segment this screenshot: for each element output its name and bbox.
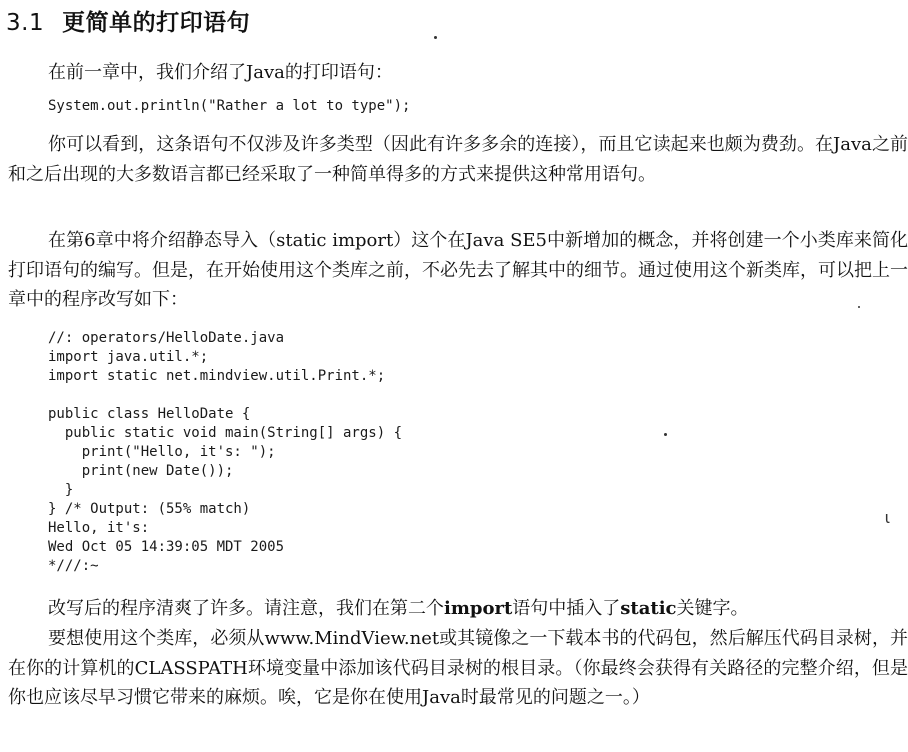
inline-code-sample: System.out.println("Rather a lot to type");: [48, 98, 411, 114]
verbosity-paragraph: 你可以看到，这条语句不仅涉及许多类型（因此有许多多余的连接），而且它读起来也颇为费劲。在Java之前和之后出现的大多数语言都已经采取了一种简单得多的方式来提供这种常用语句。: [8, 134, 908, 185]
section-number: 3.1: [6, 10, 45, 36]
margin-mark: ι: [884, 508, 890, 527]
static-keyword: static: [620, 598, 677, 619]
section-title: 更简单的打印语句: [62, 10, 251, 36]
note-paragraph: 改写后的程序清爽了许多。请注意，我们在第二个import语句中插入了static关键字。: [48, 598, 749, 619]
scan-speck: [664, 433, 667, 436]
static-import-paragraph: 在第6章中将介绍静态导入（static import）这个在Java SE5中新增加的概念，并将创建一个小类库来简化打印语句的编写。但是，在开始使用这个类库之前，不必先去了解其中的细节。通过使用这个新类库，可以把上一章中的程序改写如下：: [8, 230, 908, 310]
code-listing: //: operators/HelloDate.java import java.util.*; import static net.mindview.util.Print.*; public class HelloDate { public static void main(String[] args) { print("Hello, it's: "); print(new Date()); } } /* Output: (55% match) Hello, it's: Wed Oct 05 14:39:05 MDT 2005 *///:~: [48, 330, 403, 574]
section-heading: [6, 4, 250, 37]
import-keyword: import: [444, 598, 513, 619]
scan-speck: [434, 36, 437, 39]
scan-speck: [858, 306, 860, 308]
intro-paragraph: 在前一章中，我们介绍了Java的打印语句：: [48, 62, 393, 83]
classpath-paragraph: 要想使用这个类库，必须从www.MindView.net或其镜像之一下载本书的代码包，然后解压代码目录树，并在你的计算机的CLASSPATH环境变量中添加该代码目录树的根目录。（你最终会获得有关路径的完整介绍，但是你也应该尽早习惯它带来的麻烦。唉，它是你在使用Java时最常见的问题之一。）: [8, 628, 908, 708]
